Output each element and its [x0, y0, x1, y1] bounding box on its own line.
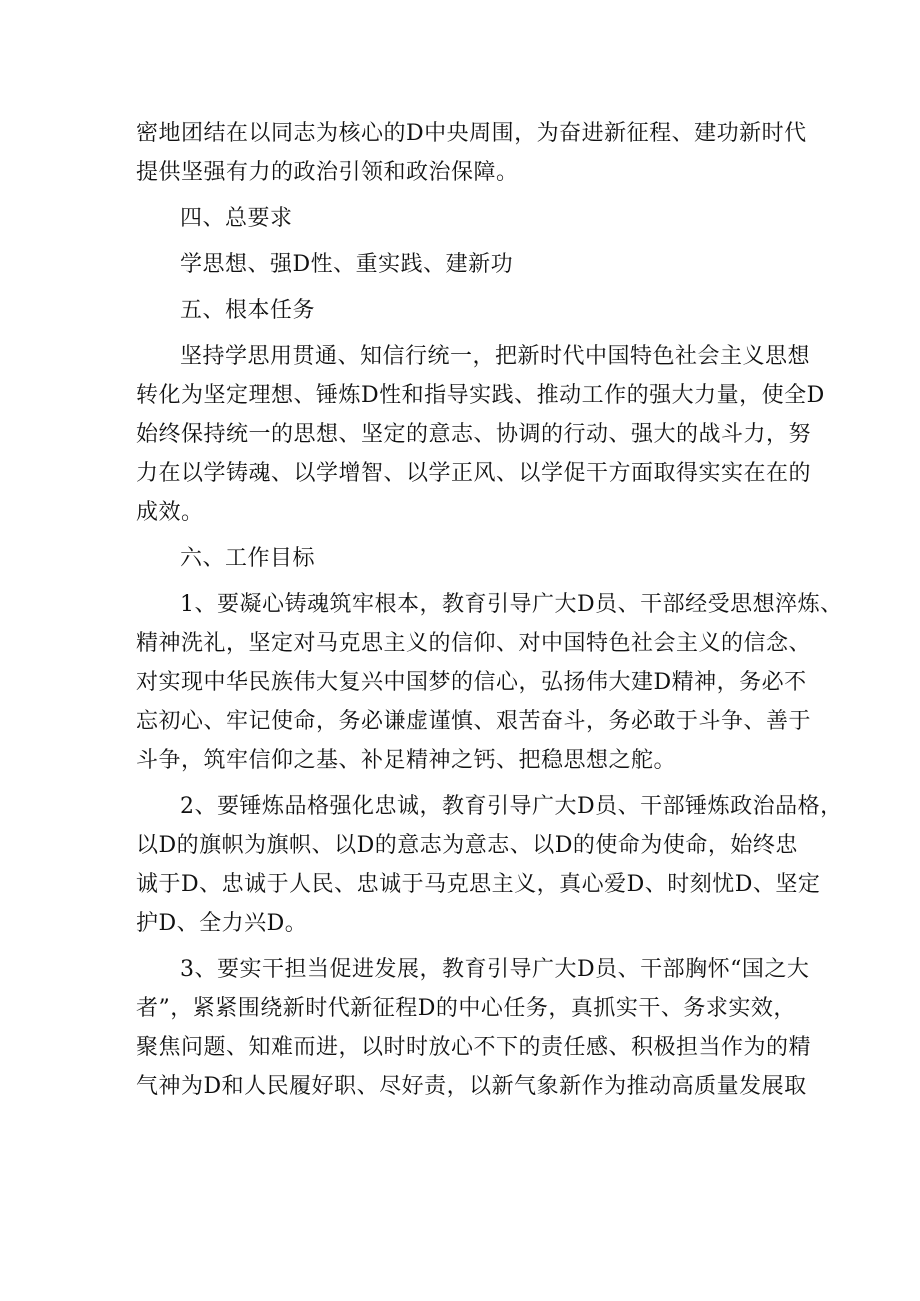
paragraph-line: 2、要锤炼品格强化忠诚，教育引导广大D员、干部锤炼政治品格，: [180, 794, 843, 819]
paragraph-p4: [136, 291, 790, 330]
paragraph-p3: [136, 245, 790, 284]
paragraph-line: 精神洗礼，坚定对马克思主义的信仰、对中国特色社会主义的信念、: [136, 631, 812, 656]
paragraph-line: 者”，紧紧围绕新时代新征程D的中心任务，真抓实干、务求实效，: [136, 996, 796, 1021]
paragraph-p7: [136, 585, 843, 780]
paragraph-line: 坚持学思用贯通、知信行统一，把新时代中国特色社会主义思想: [180, 344, 811, 369]
paragraph-line: 忘初心、牢记使命，务必谦虚谨慎、艰苦奋斗，务必敢于斗争、善于: [136, 709, 812, 734]
paragraph-line: 护D、全力兴D。: [136, 911, 308, 936]
paragraph-line: 诚于D、忠诚于人民、忠诚于马克思主义，真心爱D、时刻忧D、坚定: [136, 872, 821, 897]
paragraph-line: 提供坚强有力的政治引领和政治保障。: [136, 160, 519, 185]
document-page: [136, 114, 843, 1106]
paragraph-p8: [136, 787, 843, 943]
paragraph-line: 力在以学铸魂、以学增智、以学正风、以学促干方面取得实实在在的: [136, 461, 812, 486]
paragraph-p6: [136, 539, 790, 578]
paragraph-line: 3、要实干担当促进发展，教育引导广大D员、干部胸怀“国之大: [180, 957, 810, 982]
paragraph-line: 成效。: [136, 500, 204, 525]
document-body: [136, 114, 843, 1106]
paragraph-line: 1、要凝心铸魂筑牢根本，教育引导广大D员、干部经受思想淬炼、: [180, 592, 843, 617]
paragraph-line: 以D的旗帜为旗帜、以D的意志为意志、以D的使命为使命，始终忠: [136, 833, 798, 858]
paragraph-line: 六、工作目标: [180, 546, 316, 571]
paragraph-p1: [136, 114, 807, 192]
paragraph-p2: [136, 199, 790, 238]
paragraph-line: 密地团结在以同志为核心的D中央周围，为奋进新征程、建功新时代: [136, 121, 807, 146]
paragraph-line: 五、根本任务: [180, 298, 316, 323]
paragraph-line: 聚焦问题、知难而进，以时时放心不下的责任感、积极担当作为的精: [136, 1035, 812, 1060]
paragraph-line: 学思想、强D性、重实践、建新功: [180, 252, 514, 277]
paragraph-line: 对实现中华民族伟大复兴中国梦的信心，弘扬伟大建D精神，务必不: [136, 670, 807, 695]
paragraph-line: 斗争，筑牢信仰之基、补足精神之钙、把稳思想之舵。: [136, 748, 677, 773]
paragraph-line: 转化为坚定理想、锤炼D性和指导实践、推动工作的强大力量，使全D: [136, 383, 825, 408]
paragraph-line: 四、总要求: [180, 206, 293, 231]
paragraph-p9: [136, 950, 812, 1106]
paragraph-p5: [136, 337, 825, 532]
paragraph-line: 气神为D和人民履好职、尽好责，以新气象新作为推动高质量发展取: [136, 1074, 807, 1099]
paragraph-line: 始终保持统一的思想、坚定的意志、协调的行动、强大的战斗力，努: [136, 422, 812, 447]
